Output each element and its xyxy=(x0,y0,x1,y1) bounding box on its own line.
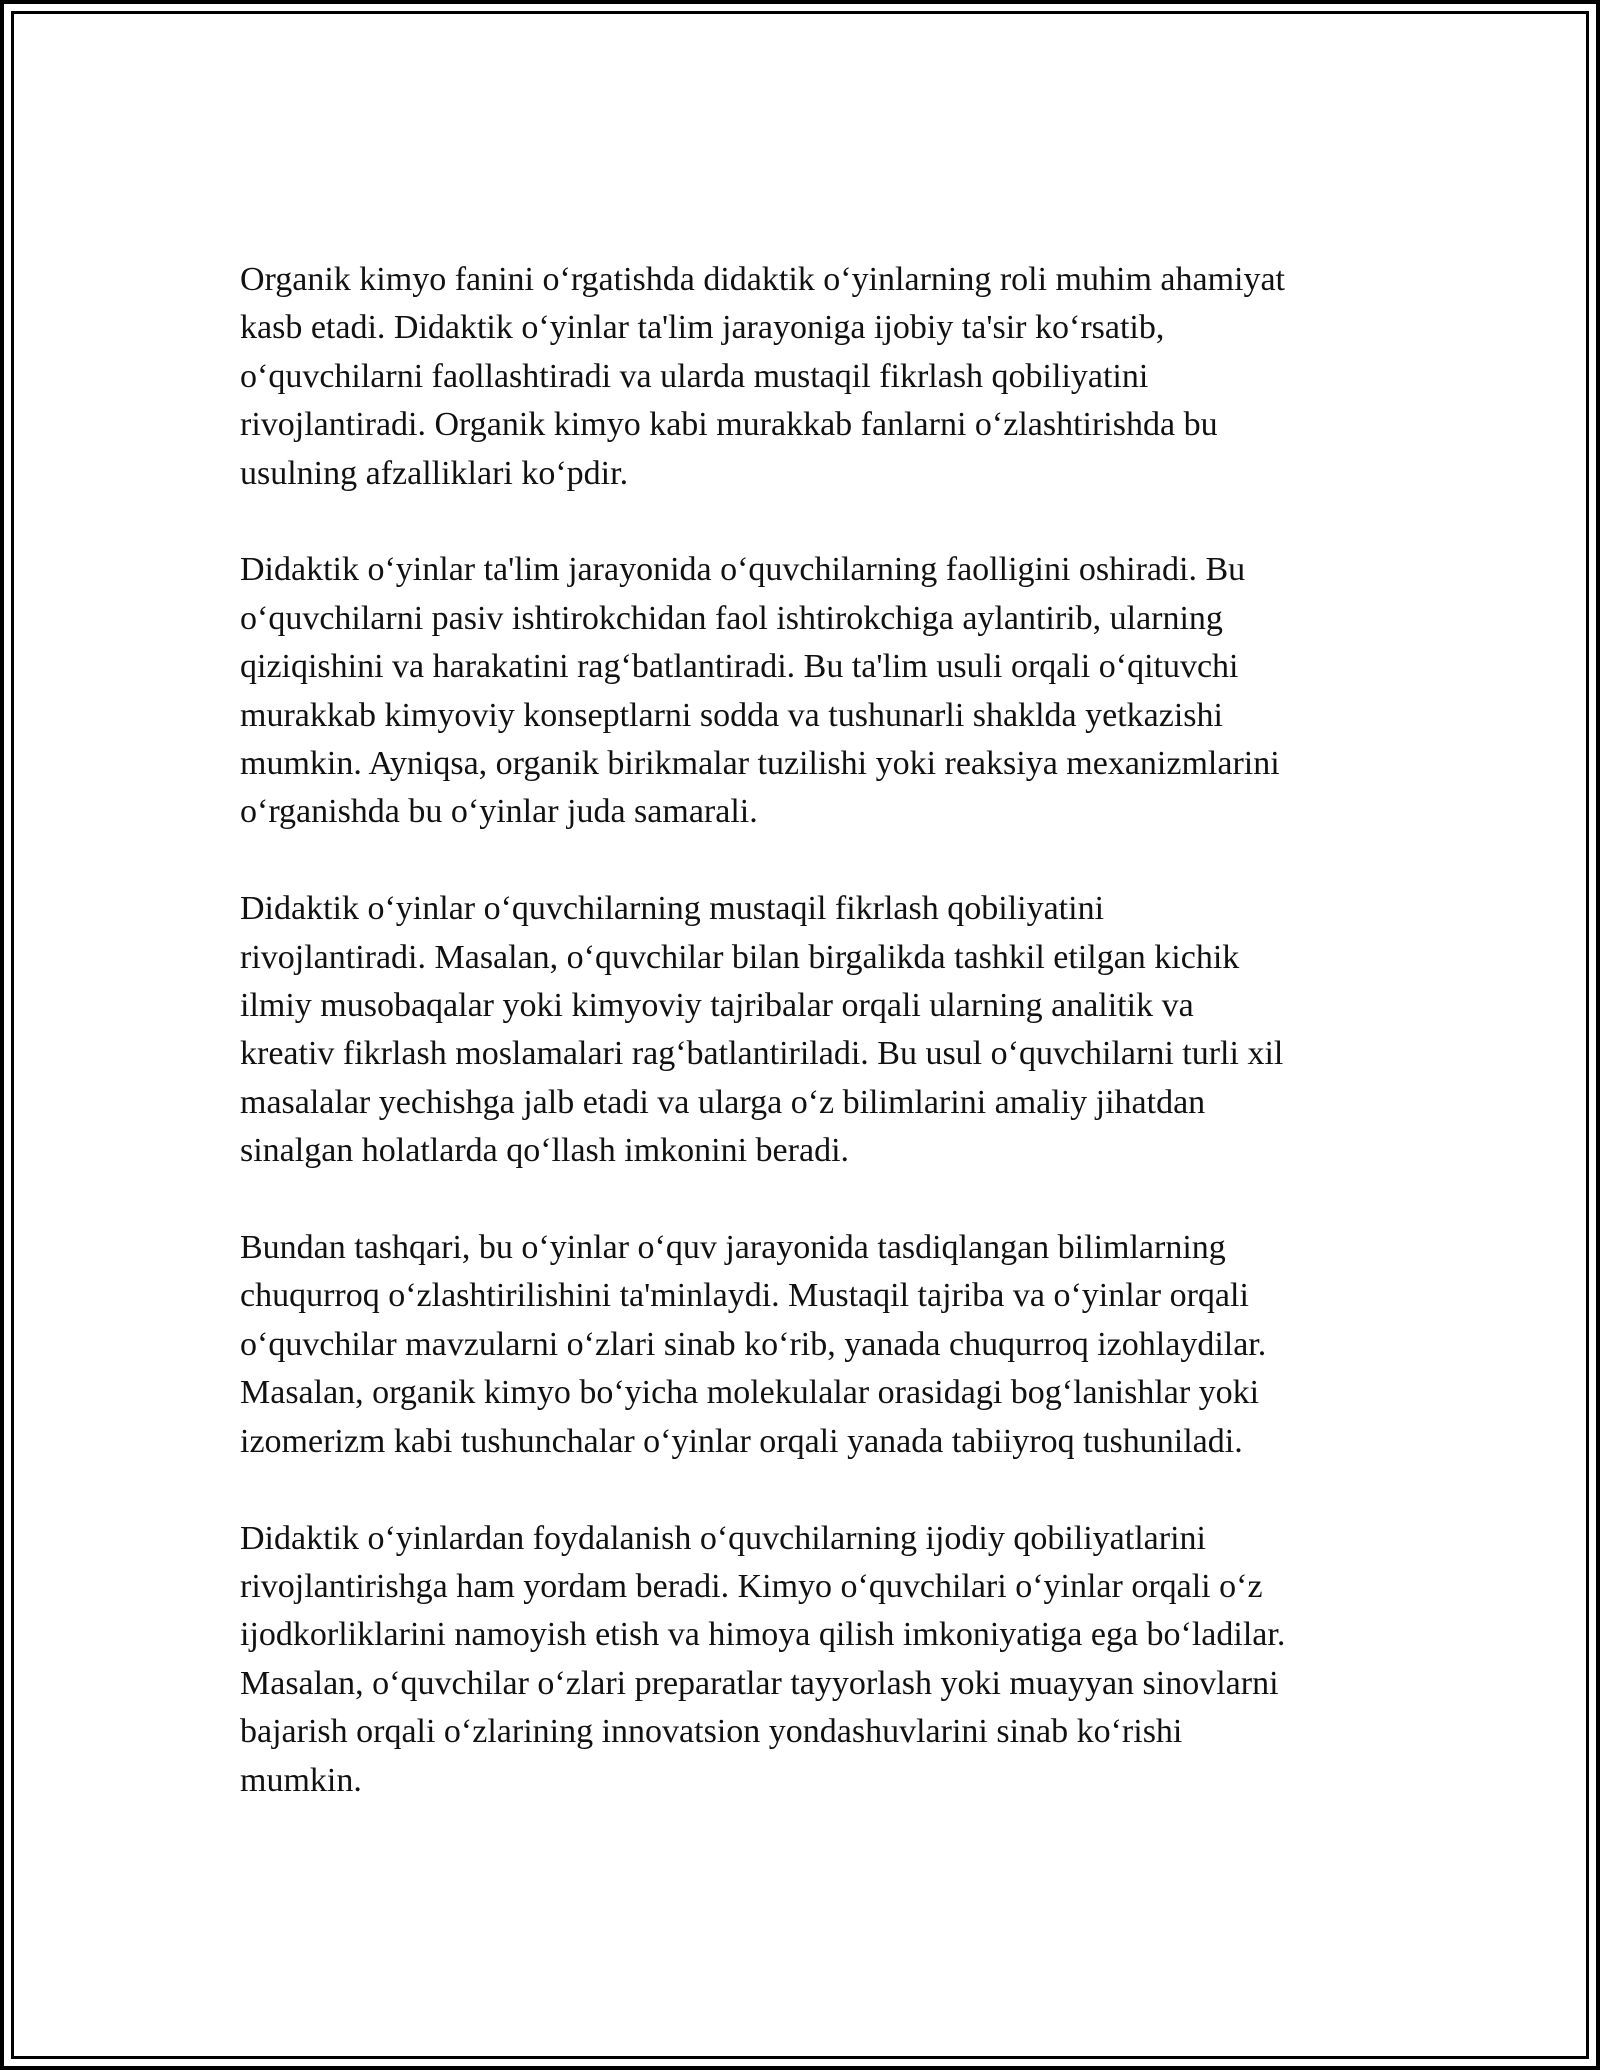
paragraph-line: Organik kimyo fanini oʻrgatishda didaktik oʻyinlarning roli muhim ahamiyat xyxy=(240,261,1286,298)
paragraph-line: murakkab kimyoviy konseptlarni sodda va tushunarli shaklda yetkazishi xyxy=(240,696,1223,734)
document-body xyxy=(240,256,1380,1853)
paragraph-line: rivojlantirishga ham yordam beradi. Kimyo oʻquvchilari oʻyinlar orqali oʻz xyxy=(240,1567,1263,1605)
paragraph-line: Didaktik oʻyinlar ta'lim jarayonida oʻquvchilarning faolligini oshiradi. Bu xyxy=(240,551,1246,589)
paragraph-1 xyxy=(240,256,1380,498)
paragraph-line: rivojlantiradi. Masalan, oʻquvchilar bilan birgalikda tashkil etilgan kichik xyxy=(240,938,1240,976)
paragraph-line: oʻrganishda bu oʻyinlar juda samarali. xyxy=(240,793,758,831)
paragraph-line: Bundan tashqari, bu oʻyinlar oʻquv jarayonida tasdiqlangan bilimlarning xyxy=(240,1229,1226,1267)
paragraph-line: Didaktik oʻyinlar oʻquvchilarning mustaqil fikrlash qobiliyatini xyxy=(240,890,1105,928)
paragraph-line: bajarish orqali oʻzlarining innovatsion yondashuvlarini sinab koʻrishi xyxy=(240,1713,1183,1751)
paragraph-line: oʻquvchilarni faollashtiradi va ularda mustaqil fikrlash qobiliyatini xyxy=(240,357,1149,395)
paragraph-line: Masalan, organik kimyo boʻyicha molekulalar orasidagi bogʻlanishlar yoki xyxy=(240,1374,1260,1412)
paragraph-line: oʻquvchilarni pasiv ishtirokchidan faol ishtirokchiga aylantirib, ularning xyxy=(240,599,1223,637)
paragraph-line: ijodkorliklarini namoyish etish va himoya qilish imkoniyatiga ega boʻladilar. xyxy=(240,1616,1286,1654)
paragraph-line: oʻquvchilar mavzularni oʻzlari sinab koʻrib, yanada chuqurroq izohlaydilar. xyxy=(240,1325,1267,1363)
paragraph-line: chuqurroq oʻzlashtirilishini ta'minlaydi. Mustaqil tajriba va oʻyinlar orqali xyxy=(240,1277,1249,1315)
paragraph-line: kreativ fikrlash moslamalari ragʻbatlantiriladi. Bu usul oʻquvchilarni turli xil xyxy=(240,1035,1284,1073)
paragraph-2 xyxy=(240,546,1380,836)
paragraph-line: mumkin. xyxy=(240,1761,362,1799)
paragraph-line: Didaktik oʻyinlardan foydalanish oʻquvchilarning ijodiy qobiliyatlarini xyxy=(240,1519,1206,1557)
paragraph-line: kasb etadi. Didaktik oʻyinlar ta'lim jarayoniga ijobiy ta'sir koʻrsatib, xyxy=(240,309,1165,347)
paragraph-line: Masalan, oʻquvchilar oʻzlari preparatlar tayyorlash yoki muayyan sinovlarni xyxy=(240,1664,1279,1702)
paragraph-5 xyxy=(240,1515,1380,1805)
paragraph-line: masalalar yechishga jalb etadi va ularga oʻz bilimlarini amaliy jihatdan xyxy=(240,1083,1206,1121)
paragraph-line: ilmiy musobaqalar yoki kimyoviy tajribalar orqali ularning analitik va xyxy=(240,987,1194,1025)
paragraph-line: izomerizm kabi tushunchalar oʻyinlar orqali yanada tabiiyroq tushuniladi. xyxy=(240,1422,1243,1460)
paragraph-3 xyxy=(240,885,1380,1175)
paragraph-line: usulning afzalliklari koʻpdir. xyxy=(240,454,629,492)
paragraph-4 xyxy=(240,1224,1380,1466)
paragraph-line: rivojlantiradi. Organik kimyo kabi murakkab fanlarni oʻzlashtirishda bu xyxy=(240,406,1218,444)
paragraph-line: mumkin. Ayniqsa, organik birikmalar tuzilishi yoki reaksiya mexanizmlarini xyxy=(240,745,1280,783)
paragraph-line: qiziqishini va harakatini ragʻbatlantiradi. Bu ta'lim usuli orqali oʻqituvchi xyxy=(240,648,1239,686)
paragraph-line: sinalgan holatlarda qoʻllash imkonini beradi. xyxy=(240,1132,850,1170)
